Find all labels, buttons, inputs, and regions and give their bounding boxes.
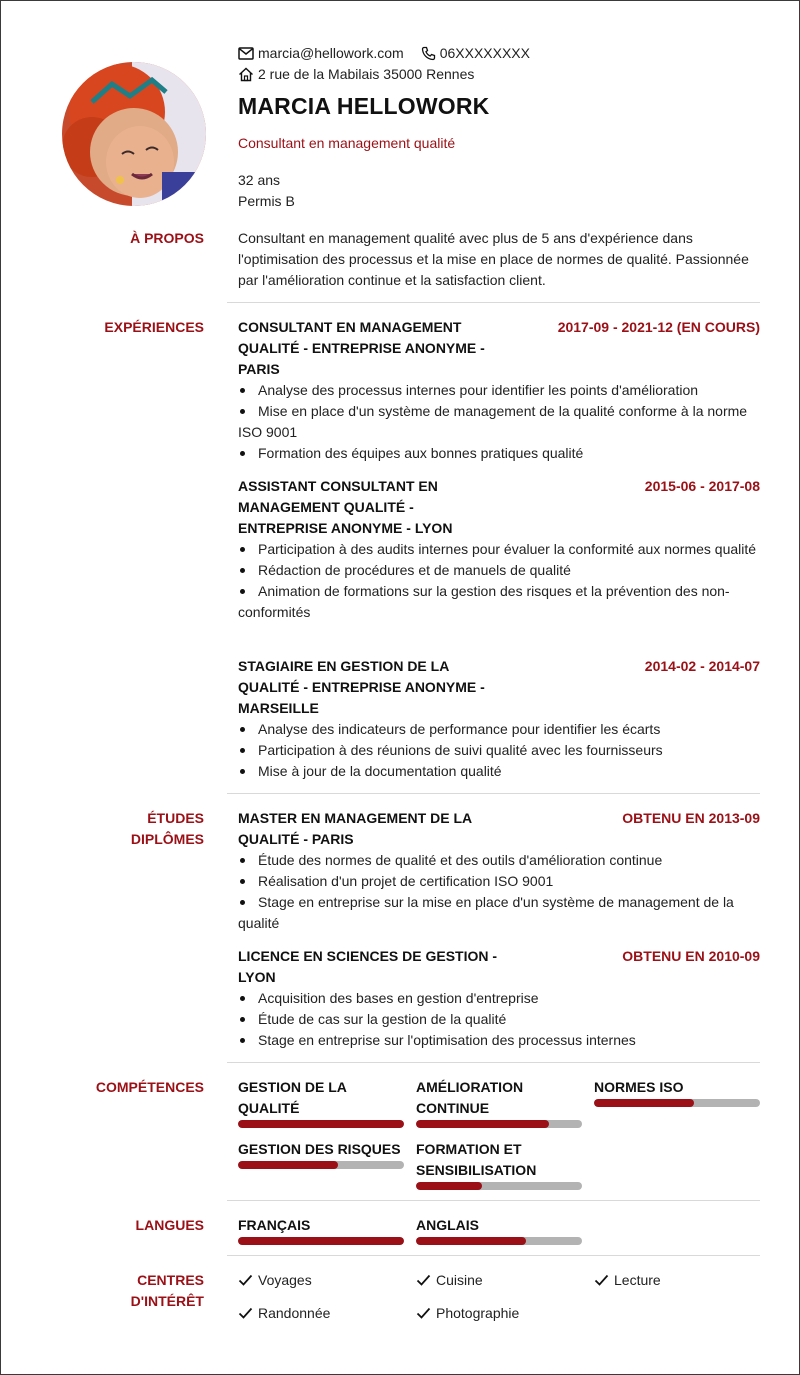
education-title: MASTER EN MANAGEMENT DE LA QUALITÉ - PARIS [238, 810, 472, 847]
interest-label: Randonnée [258, 1305, 331, 1321]
skill-name: NORMES ISO [594, 1079, 684, 1095]
list-item: Mise en place d'un système de management de la qualité conforme à la norme ISO 9001 [238, 401, 760, 443]
list-item: Étude des normes de qualité et des outils d'amélioration continue [238, 850, 760, 871]
envelope-icon [238, 47, 254, 60]
skill-item [594, 1077, 760, 1107]
language-bar-fill [416, 1237, 526, 1245]
education-bullets [238, 988, 760, 1051]
address-item [238, 66, 474, 82]
experience-entry [238, 317, 760, 464]
skill-bar [416, 1120, 582, 1128]
skill-bar [238, 1161, 404, 1169]
list-item: Participation à des audits internes pour évaluer la conformité aux normes qualité [238, 539, 760, 560]
skill-bar-fill [238, 1161, 338, 1169]
list-item: Analyse des processus internes pour identifier les points d'amélioration [238, 380, 760, 401]
experience-date: 2017-09 - 2021-12 (EN COURS) [557, 319, 760, 335]
list-item: Mise à jour de la documentation qualité [238, 761, 760, 782]
check-icon [594, 1274, 609, 1286]
divider [227, 1255, 760, 1256]
language-item [416, 1215, 582, 1245]
education-date: OBTENU EN 2010-09 [622, 948, 760, 964]
interest-label: Photographie [436, 1305, 520, 1321]
skill-bar [238, 1120, 404, 1128]
language-bar-fill [238, 1237, 404, 1245]
experience-date: 2014-02 - 2014-07 [644, 658, 760, 674]
divider [227, 793, 760, 794]
list-item: Participation à des réunions de suivi qualité avec les fournisseurs [238, 740, 760, 761]
skill-bar [594, 1099, 760, 1107]
section-label-interests [131, 1270, 204, 1312]
check-icon [416, 1307, 431, 1319]
interest-item [416, 1272, 483, 1288]
address-text: 2 rue de la Mabilais 35000 Rennes [258, 66, 475, 82]
section-label-languages: LANGUES [135, 1217, 204, 1233]
skill-item [238, 1139, 404, 1169]
interest-item [594, 1272, 661, 1288]
contact-row-1 [238, 45, 542, 61]
section-label-about: À PROPOS [130, 230, 204, 246]
skill-item [416, 1077, 582, 1128]
interest-label: Voyages [258, 1272, 312, 1288]
list-item: Stage en entreprise sur la mise en place d'un système de management de la qualité [238, 892, 760, 934]
experience-bullets [238, 380, 760, 464]
list-item: Formation des équipes aux bonnes pratiques qualité [238, 443, 760, 464]
email-text: marcia@hellowork.com [258, 45, 404, 61]
skill-name: FORMATION ET SENSIBILISATION [416, 1141, 537, 1178]
check-icon [238, 1307, 253, 1319]
age: 32 ans [238, 172, 281, 188]
skill-bar [416, 1182, 582, 1190]
divider [227, 1200, 760, 1201]
list-item: Acquisition des bases en gestion d'entreprise [238, 988, 760, 1009]
experience-entry [238, 656, 760, 782]
experience-entry [238, 476, 760, 623]
check-icon [416, 1274, 431, 1286]
language-name: ANGLAIS [416, 1217, 479, 1233]
skill-name: GESTION DE LA QUALITÉ [238, 1079, 347, 1116]
email-item[interactable] [238, 45, 404, 61]
experience-title: STAGIAIRE EN GESTION DE LA QUALITÉ - ENTREPRISE ANONYME - MARSEILLE [238, 658, 485, 716]
education-title: LICENCE EN SCIENCES DE GESTION - LYON [238, 948, 498, 985]
list-item: Stage en entreprise sur l'optimisation des processus internes [238, 1030, 760, 1051]
education-bullets [238, 850, 760, 934]
list-item: Réalisation d'un projet de certification ISO 9001 [238, 871, 760, 892]
home-icon [238, 67, 254, 82]
section-label-experiences: EXPÉRIENCES [104, 319, 204, 335]
section-label-line: DIPLÔMES [130, 831, 204, 847]
experience-title: CONSULTANT EN MANAGEMENT QUALITÉ - ENTREPRISE ANONYME - PARIS [238, 319, 485, 377]
phone-item[interactable] [421, 45, 530, 61]
experience-bullets [238, 539, 760, 623]
list-item: Analyse des indicateurs de performance pour identifier les écarts [238, 719, 760, 740]
interest-label: Cuisine [436, 1272, 483, 1288]
phone-text: 06XXXXXXXX [439, 45, 530, 61]
section-label-line: D'INTÉRÊT [130, 1293, 204, 1309]
skill-bar-fill [594, 1099, 694, 1107]
interest-item [238, 1272, 312, 1288]
job-title: Consultant en management qualité [238, 135, 456, 151]
skill-name: AMÉLIORATION CONTINUE [416, 1079, 524, 1116]
list-item: Étude de cas sur la gestion de la qualité [238, 1009, 760, 1030]
language-item [238, 1215, 404, 1245]
skill-name: GESTION DES RISQUES [238, 1141, 401, 1157]
interest-item [238, 1305, 330, 1321]
skill-bar-fill [238, 1120, 404, 1128]
section-label-education [131, 808, 204, 850]
phone-icon [421, 46, 436, 61]
candidate-name: MARCIA HELLOWORK [238, 93, 490, 119]
divider [227, 302, 760, 303]
experience-bullets [238, 719, 760, 782]
about-text: Consultant en management qualité avec plus de 5 ans d'expérience dans l'optimisation des processus et la mise en place de normes de qualité. Passionnée par l'amélioration continue et la satisfaction client. [238, 230, 749, 288]
avatar [62, 62, 206, 206]
education-entry [238, 946, 760, 1051]
skill-item [238, 1077, 404, 1128]
language-bar [238, 1237, 404, 1245]
contact-row-2 [238, 66, 486, 82]
driving-license: Permis B [238, 193, 295, 209]
section-label-skills: COMPÉTENCES [95, 1079, 204, 1095]
education-entry [238, 808, 760, 934]
interest-item [416, 1305, 519, 1321]
language-name: FRANÇAIS [238, 1217, 311, 1233]
list-item: Animation de formations sur la gestion des risques et la prévention des non-conformités [238, 581, 760, 623]
skill-bar-fill [416, 1182, 482, 1190]
skill-item [416, 1139, 582, 1190]
interest-label: Lecture [614, 1272, 661, 1288]
language-bar [416, 1237, 582, 1245]
experience-date: 2015-06 - 2017-08 [644, 478, 760, 494]
section-label-line: ÉTUDES [147, 810, 204, 826]
list-item: Rédaction de procédures et de manuels de qualité [238, 560, 760, 581]
section-label-line: CENTRES [137, 1272, 204, 1288]
experience-title: ASSISTANT CONSULTANT EN MANAGEMENT QUALITÉ - ENTREPRISE ANONYME - LYON [238, 478, 453, 536]
skill-bar-fill [416, 1120, 549, 1128]
avatar-illustration [62, 62, 206, 206]
divider [227, 1062, 760, 1063]
check-icon [238, 1274, 253, 1286]
education-date: OBTENU EN 2013-09 [622, 810, 760, 826]
